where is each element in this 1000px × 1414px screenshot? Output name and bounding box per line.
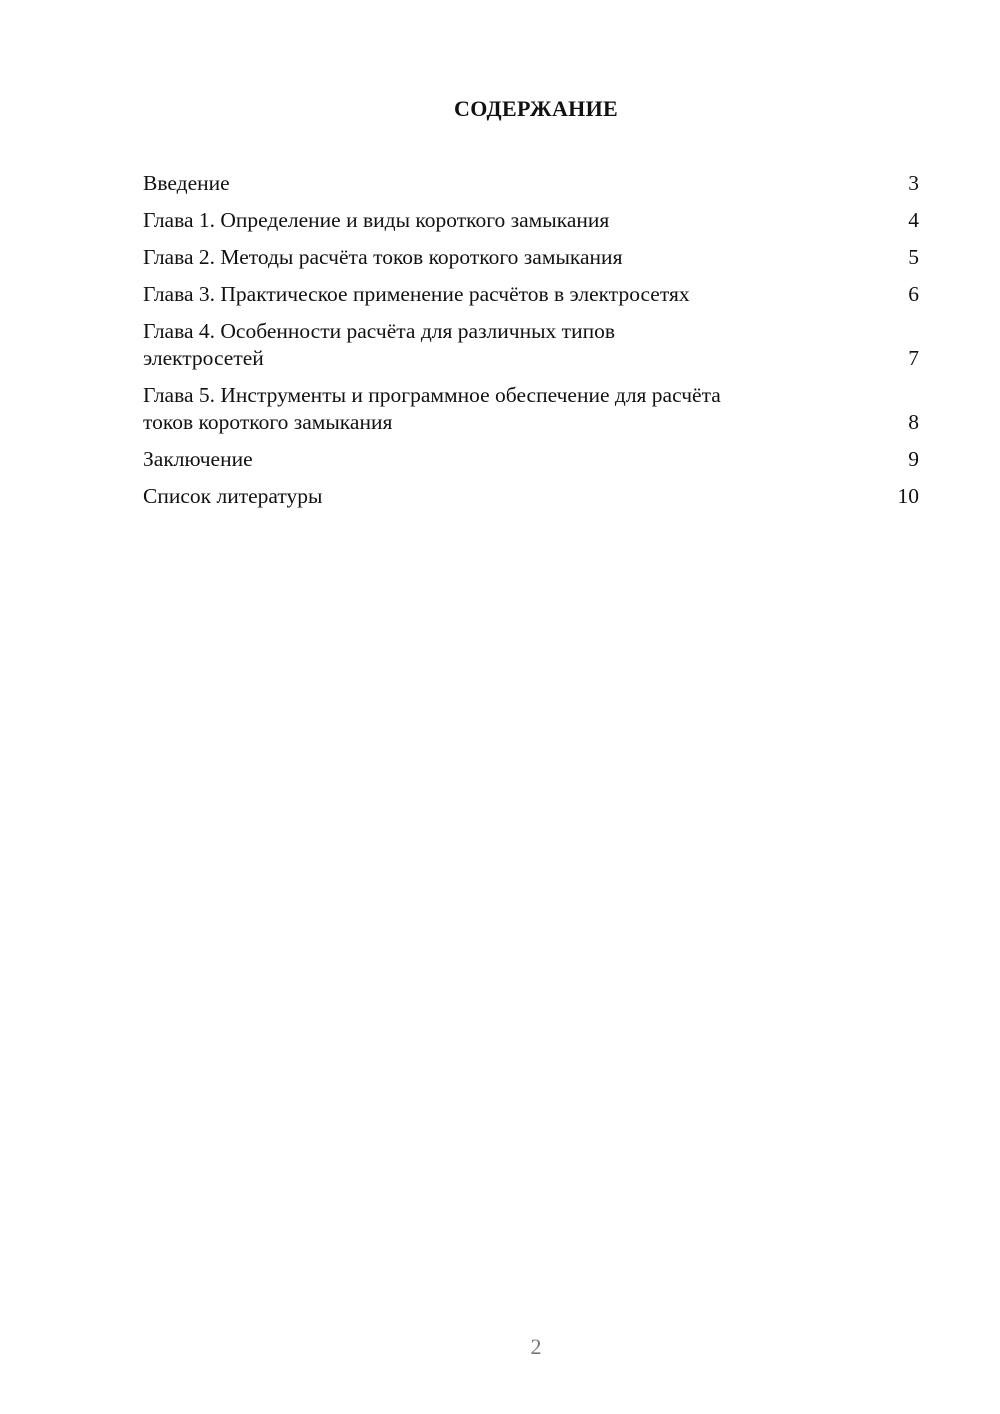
toc-entry-label <box>143 281 889 308</box>
toc-entry-label-line: токов короткого замыкания <box>143 410 393 434</box>
toc-entry-chapter-2 <box>143 244 919 271</box>
toc-entry-references <box>143 483 919 510</box>
toc-entry-page-number: 3 <box>908 171 919 195</box>
toc-entry-label-line: Заключение <box>143 447 253 471</box>
toc-entry-label <box>143 446 889 473</box>
toc-entry-page-number: 6 <box>908 282 919 306</box>
table-of-contents <box>143 170 919 520</box>
toc-entry-label-line: Глава 3. Практическое применение расчётов в электросетях <box>143 282 690 306</box>
toc-entry-page-number: 8 <box>908 410 919 434</box>
toc-entry-label-line: Глава 5. Инструменты и программное обеспечение для расчёта <box>143 383 721 407</box>
toc-entry-introduction <box>143 170 919 197</box>
toc-entry-label <box>143 483 889 510</box>
toc-entry-chapter-5 <box>143 382 919 436</box>
toc-entry-label-line: электросетей <box>143 346 264 370</box>
toc-entry-label <box>143 207 889 234</box>
toc-entry-label-line: Глава 2. Методы расчёта токов короткого замыкания <box>143 245 623 269</box>
toc-entry-label <box>143 382 889 436</box>
toc-entry-chapter-4 <box>143 318 919 372</box>
toc-entry-label-line: Введение <box>143 171 230 195</box>
toc-entry-label <box>143 318 889 372</box>
toc-entry-chapter-1 <box>143 207 919 234</box>
toc-entry-page-number: 5 <box>908 245 919 269</box>
toc-entry-conclusion <box>143 446 919 473</box>
toc-entry-label-line: Список литературы <box>143 484 323 508</box>
toc-entry-page-number: 10 <box>897 484 919 508</box>
toc-entry-chapter-3 <box>143 281 919 308</box>
toc-entry-label-line: Глава 1. Определение и виды короткого замыкания <box>143 208 610 232</box>
toc-entry-page-number: 9 <box>908 447 919 471</box>
toc-entry-page-number: 7 <box>908 346 919 370</box>
page-title: СОДЕРЖАНИЕ <box>454 96 618 121</box>
page-number: 2 <box>530 1334 542 1359</box>
toc-entry-label-line: Глава 4. Особенности расчёта для различных типов <box>143 319 615 343</box>
toc-entry-page-number: 4 <box>908 208 919 232</box>
toc-entry-label <box>143 244 889 271</box>
toc-entry-label <box>143 170 889 197</box>
